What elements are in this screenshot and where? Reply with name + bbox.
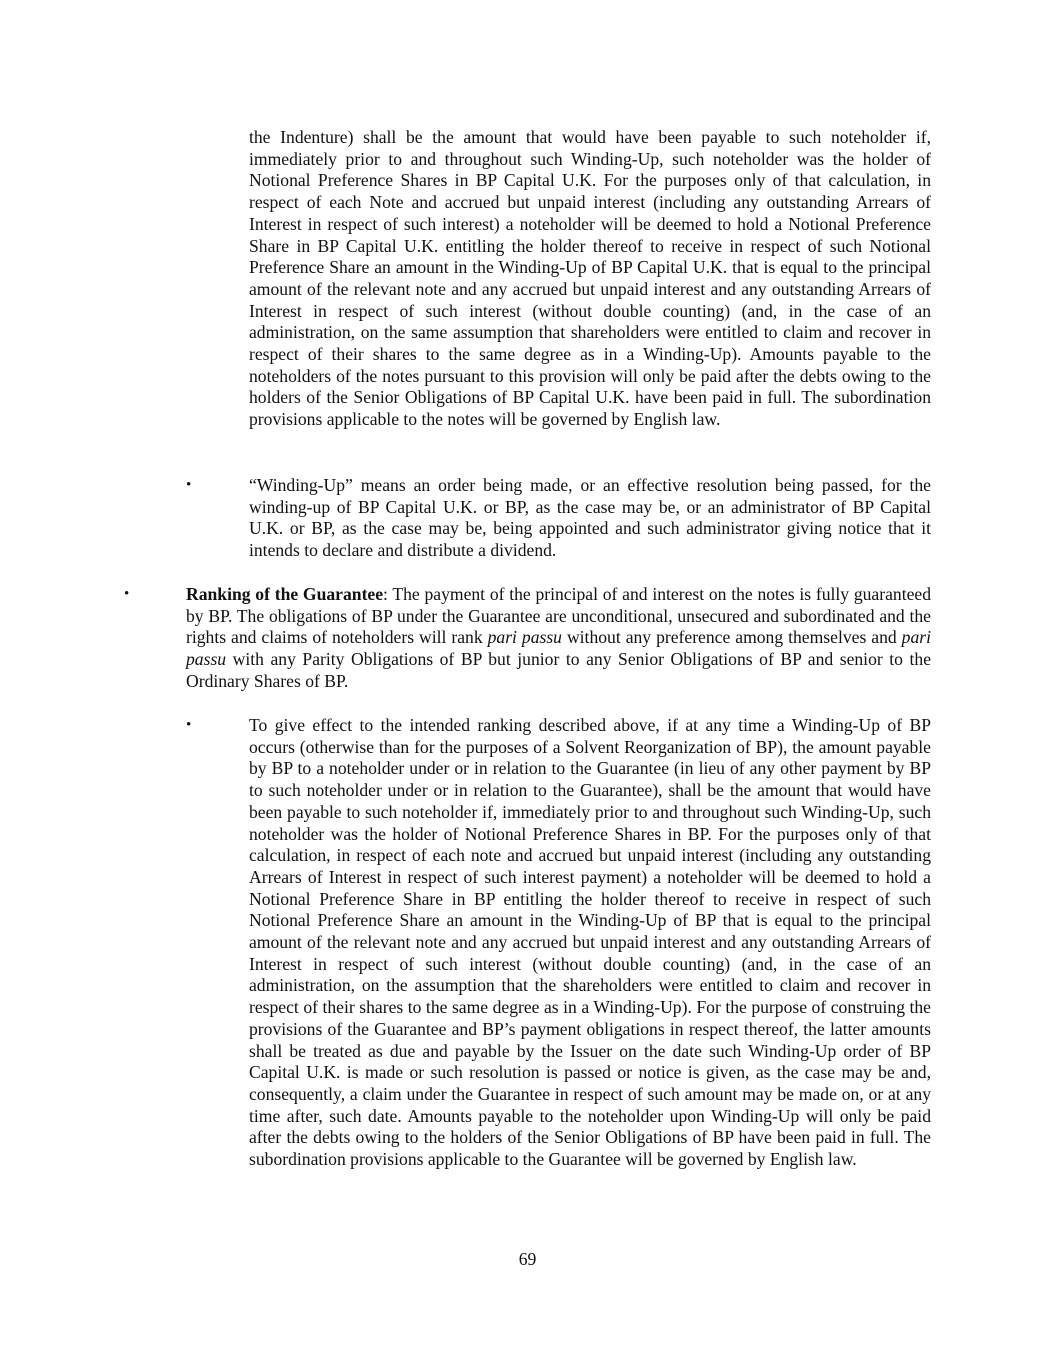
- page-number: 69: [518, 1249, 537, 1269]
- winding-up-definition: “Winding-Up” means an order being made, or an effective resolution being passed, for the winding-up of BP Capital U.K. or BP, as the case may be, or an administrator of BP Capital U.K. or BP, as the case may be, being appointed and such administrator giving notice that it intends to declare and distribute a dividend.: [249, 475, 931, 561]
- guarantee-heading: Ranking of the Guarantee: [186, 584, 384, 604]
- bullet-winding-up: •: [186, 477, 192, 493]
- guarantee-paragraph: [186, 584, 931, 693]
- guarantee-italic-2: pari passu: [186, 627, 931, 670]
- bullet-guarantee: •: [124, 586, 130, 602]
- guarantee-italic-1: pari passu: [487, 627, 562, 648]
- guarantee-text-2: without any preference among themselves and: [561, 627, 902, 648]
- guarantee-subbullet-paragraph: To give effect to the intended ranking described above, if at any time a Winding-Up of BP occurs (otherwise than for the purposes of a Solvent Reorganization of BP), the amount payable by BP to a noteholder under or in relation to the Guarantee (in lieu of any other payment by BP to such noteholder under or in relation to the Guarantee), shall be the amount that would have been payable to such noteholder if, immediately prior to and throughout such Winding-Up, such noteholder was the holder of Notional Preference Shares in BP. For the purposes only of that calculation, in respect of each note and accrued but unpaid interest (including any outstanding Arrears of Interest in respect of such interest payment) a noteholder will be deemed to hold a Notional Preference Share in BP entitling the holder thereof to receive in respect of such Notional Preference Share an amount in the Winding-Up of BP that is equal to the principal amount of the relevant note and any accrued but unpaid interest and any outstanding Arrears of Interest in respect of such interest (without double counting) (and, in the case of an administration, on the assumption that the shareholders were entitled to claim and recover in respect of their shares to the same degree as in a Winding-Up). For the purpose of construing the provisions of the Guarantee and BP’s payment obligations in respect thereof, the latter amounts shall be treated as due and payable by the Issuer on the date such Winding-Up order of BP Capital U.K. is made or such resolution is passed or notice is given, as the case may be and, consequently, a claim under the Guarantee in respect of such amount may be made on, or at any time after, such date. Amounts payable to the noteholder upon Winding-Up will only be paid after the debts owing to the holders of the Senior Obligations of BP have been paid in full. The subordination provisions applicable to the Guarantee will be governed by English law.: [249, 715, 931, 1170]
- guarantee-text-3: with any Parity Obligations of BP but junior to any Senior Obligations of BP and senior to the Ordinary Shares of BP.: [186, 649, 931, 691]
- guarantee-text-1: : The payment of the principal of and interest on the notes is fully guaranteed by BP. The obligations of BP under the Guarantee are unconditional, unsecured and subordinated and the rights and claims of noteholders will rank: [186, 584, 931, 648]
- continuation-paragraph: the Indenture) shall be the amount that would have been payable to such noteholder if, immediately prior to and throughout such Winding-Up, such noteholder was the holder of Notional Preference Shares in BP Capital U.K. For the purposes only of that calculation, in respect of each Note and accrued but unpaid interest (including any outstanding Arrears of Interest in respect of such interest) a noteholder will be deemed to hold a Notional Preference Share in BP Capital U.K. entitling the holder thereof to receive in respect of such Notional Preference Share an amount in the Winding-Up of BP Capital U.K. that is equal to the principal amount of the relevant note and any accrued but unpaid interest and any outstanding Arrears of Interest in respect of such interest (without double counting) (and, in the case of an administration, on the same assumption that shareholders were entitled to claim and recover in respect of their shares to the same degree as in a Winding-Up). Amounts payable to the noteholders of the notes pursuant to this provision will only be paid after the debts owing to the holders of the Senior Obligations of BP Capital U.K. have been paid in full. The subordination provisions applicable to the notes will be governed by English law.: [249, 127, 931, 430]
- bullet-guarantee-sub: •: [186, 717, 192, 733]
